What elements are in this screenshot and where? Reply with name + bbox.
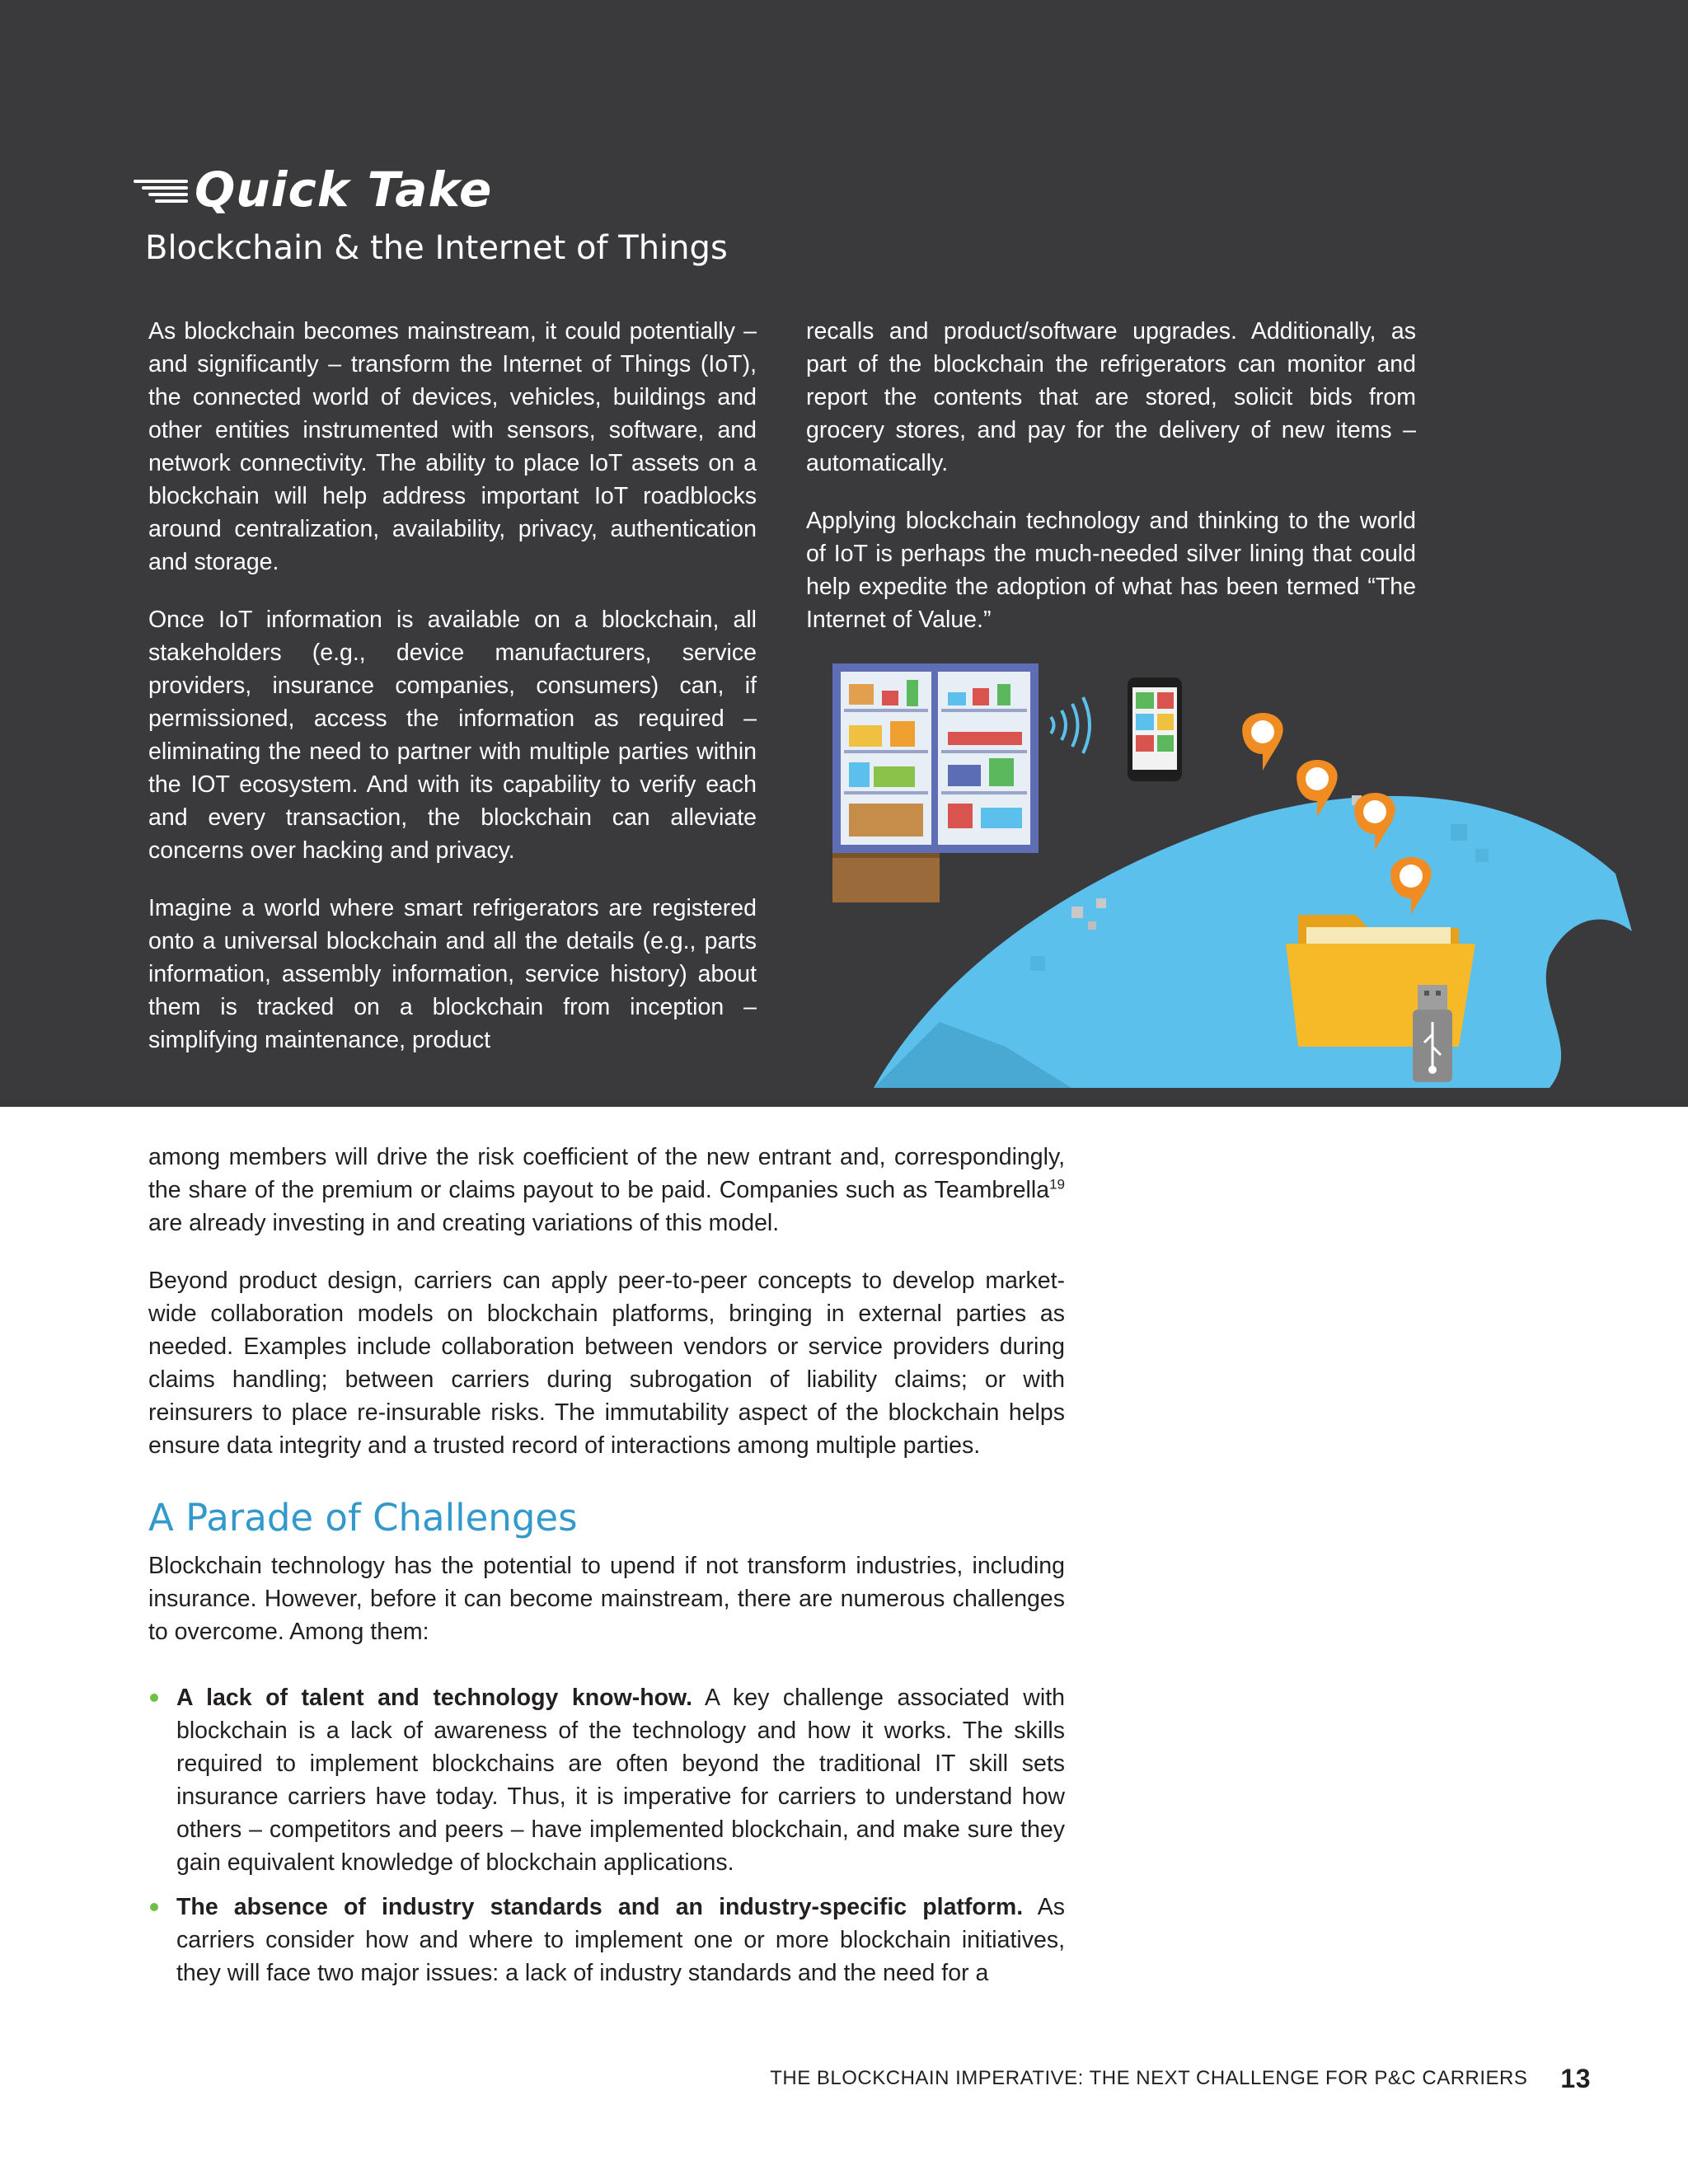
list-item-text: A key challenge associated with blockchain is a lack of awareness of the technology and how it works. The skills required to implement blockchains are often beyond the traditional IT skill sets insurance carriers have today. Thus, it is imperative for carriers to understand how others – competitors and peers – have implemented blockchain, and make sure they gain equivalent knowledge of blockchain applications. [176,1685,1065,1876]
paragraph: Beyond product design, carriers can apply peer-to-peer concepts to develop market-wide collaboration models on blockchain platforms, bringing in external parties as needed. Examples include collaboration between vendors or service providers during claims handling; between carriers during subrogation of liability claims; or with reinsurers to place re-insurable risks. The immutability aspect of the blockchain helps ensure data integrity and a trusted record of interactions among multiple parties. [148,1268,1065,1459]
quick-take-heading: Quick Take [195,162,493,218]
location-pin-icon [1242,713,1282,771]
page-footer [742,2060,1591,2097]
challenges-list [148,1681,1065,1990]
usb-drive-icon [1413,985,1452,1082]
paragraph: Imagine a world where smart refrigerators are registered onto a universal blockchain and all the details (e.g., parts information, assembly information, service history) about them is tracked on a blockchain from inception – simplifying maintenance, product [148,895,757,1053]
quick-take-title [132,157,492,223]
paragraph: recalls and product/software upgrades. Additionally, as part of the blockchain the refrigerators can monitor and report the contents that are stored, solicit bids from grocery stores, and pay for the delivery of new items – automatically. [806,318,1416,476]
paragraph: As blockchain becomes mainstream, it could potentially – and significantly – transform the Internet of Things (IoT), the connected world of devices, vehicles, buildings and other entities instrumented with sensors, software, and network connectivity. The ability to place IoT assets on a blockchain will help address important IoT roadblocks around centralization, availability, privacy, authentication and storage. [148,318,757,575]
quick-take-left-column [148,315,757,1081]
paragraph [148,1141,1065,1240]
list-item [148,1891,1065,1990]
iot-illustration [824,659,1648,1107]
footer-title: THE BLOCKCHAIN IMPERATIVE: THE NEXT CHALLENGE FOR P&C CARRIERS [770,2067,1528,2089]
list-item-title: The absence of industry standards and an industry-specific platform. [176,1894,1024,1920]
paragraph-text: are already investing in and creating variations of this model. [148,1210,780,1236]
paragraph: Once IoT information is available on a blockchain, all stakeholders (e.g., device manufacturers, service providers, insurance companies, consumers) can, if permissioned, access the information as required – eliminating the need to partner with multiple parties within the IOT ecosystem. And with its capability to verify each and every transaction, the blockchain can alleviate concerns over hacking and privacy. [148,607,757,864]
list-item [148,1681,1065,1879]
list-item-title: A lack of talent and technology know-how. [176,1685,693,1711]
section-heading: A Parade of Challenges [148,1496,578,1540]
page-number: 13 [1560,2063,1591,2093]
quick-take-right-column [806,315,1416,661]
paragraph: Blockchain technology has the potential to upend if not transform industries, including insurance. However, before it can become mainstream, there are numerous challenges to overcome. Among them: [148,1553,1065,1645]
paragraph: Applying blockchain technology and thinking to the world of IoT is perhaps the much-needed silver lining that could help expedite the adoption of what has been termed “The Internet of Value.” [806,508,1416,633]
list-item-text: As carriers consider how and where to implement one or more blockchain initiatives, they will face two major issues: a lack of industry standards and the need for a [176,1894,1065,1986]
footnote-reference: 19 [1049,1176,1065,1193]
smartphone-icon [1128,677,1182,781]
quick-take-subtitle: Blockchain & the Internet of Things [145,229,728,267]
refrigerator-icon [832,663,1039,902]
speed-lines-icon [132,173,190,206]
signal-waves-icon [1051,697,1090,753]
main-content [148,1141,1065,2001]
bullet-icon [150,1903,158,1911]
paragraph-text: among members will drive the risk coefficient of the new entrant and, correspondingly, the share of the premium or claims payout to be paid. Companies such as Teambrella [148,1144,1065,1203]
bullet-icon [150,1694,158,1702]
